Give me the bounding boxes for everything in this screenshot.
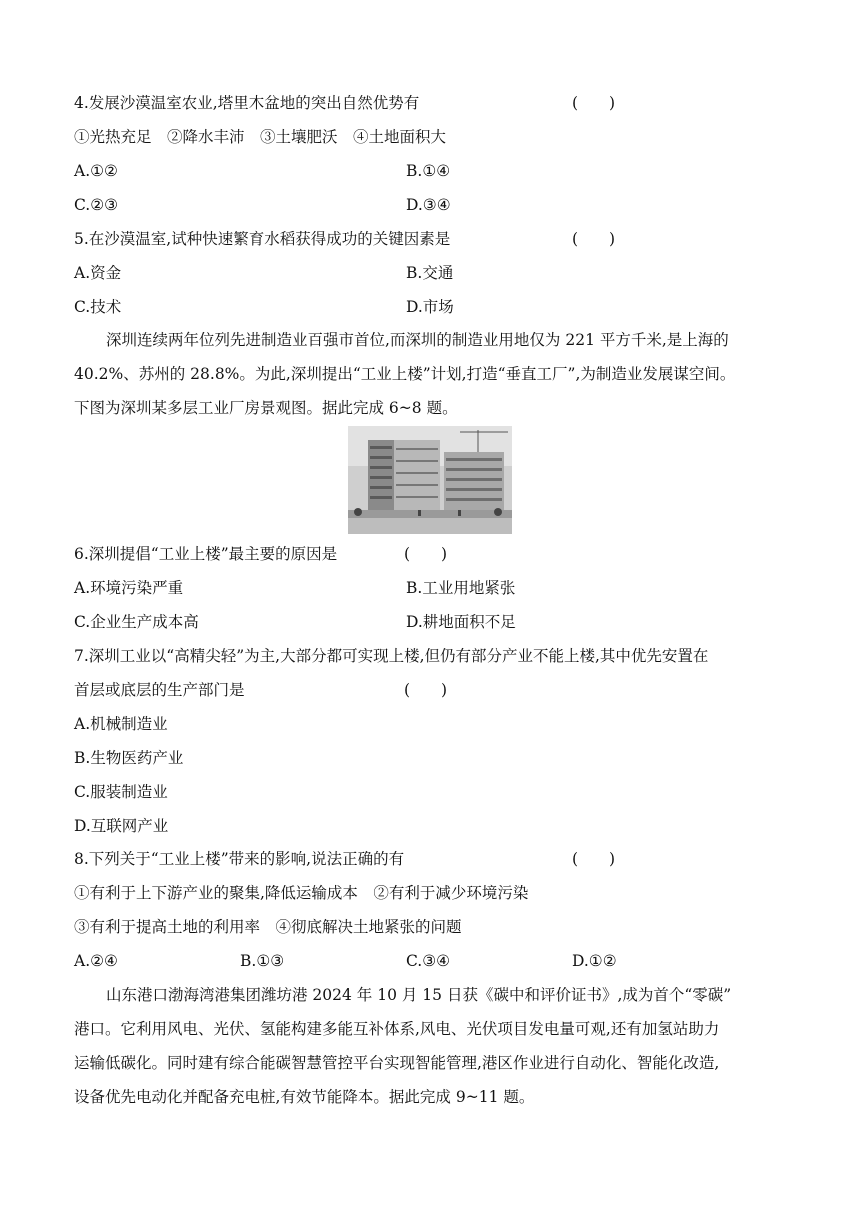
q4-answer-bracket: ( ) — [572, 94, 616, 112]
q8-option-a: A.②④ — [74, 952, 118, 970]
q4-option-c: C.②③ — [74, 196, 119, 214]
q8-choices-line1: ①有利于上下游产业的聚集,降低运输成本 ②有利于减少环境污染 — [74, 884, 529, 902]
passage2-line2: 港口。它利用风电、光伏、氢能构建多能互补体系,风电、光伏项目发电量可观,还有加氢站助力 — [74, 1020, 720, 1038]
passage1-line3: 下图为深圳某多层工业厂房景观图。据此完成 6~8 题。 — [74, 399, 458, 417]
q6-answer-bracket: ( ) — [404, 545, 448, 563]
passage2-line1: 山东港口渤海湾港集团潍坊港 2024 年 10 月 15 日获《碳中和评价证书》,成为首个“零碳” — [106, 986, 732, 1004]
q4-option-b: B.①④ — [406, 162, 451, 180]
q6-option-a: A.环境污染严重 — [74, 579, 184, 597]
q4-option-d: D.③④ — [406, 196, 451, 214]
passage2-line3: 运输低碳化。同时建有综合能碳智慧管控平台实现智能管理,港区作业进行自动化、智能化改造, — [74, 1054, 720, 1072]
q5-option-a: A.资金 — [74, 264, 122, 282]
q6-option-c: C.企业生产成本高 — [74, 613, 199, 631]
q7-option-a: A.机械制造业 — [74, 715, 168, 733]
q8-answer-bracket: ( ) — [572, 850, 616, 868]
passage2-line4: 设备优先电动化并配备充电桩,有效节能降本。据此完成 9~11 题。 — [74, 1088, 535, 1106]
passage1-line1: 深圳连续两年位列先进制造业百强市首位,而深圳的制造业用地仅为 221 平方千米,是上海的 — [106, 331, 729, 349]
q8-stem: 8.下列关于“工业上楼”带来的影响,说法正确的有 — [74, 850, 405, 868]
q8-option-c: C.③④ — [406, 952, 451, 970]
q4-option-a: A.①② — [74, 162, 118, 180]
factory-building-icon — [348, 426, 512, 534]
q5-stem: 5.在沙漠温室,试种快速繁育水稻获得成功的关键因素是 — [74, 230, 451, 248]
q4-stem: 4.发展沙漠温室农业,塔里木盆地的突出自然优势有 — [74, 94, 420, 112]
q5-option-c: C.技术 — [74, 298, 122, 316]
q5-option-b: B.交通 — [406, 264, 454, 282]
q8-option-d: D.①② — [572, 952, 617, 970]
q8-choices-line2: ③有利于提高土地的利用率 ④彻底解决土地紧张的问题 — [74, 918, 462, 936]
q8-option-b: B.①③ — [240, 952, 285, 970]
q7-option-b: B.生物医药产业 — [74, 749, 184, 767]
q7-option-d: D.互联网产业 — [74, 817, 169, 835]
q6-option-d: D.耕地面积不足 — [406, 613, 516, 631]
q7-answer-bracket: ( ) — [404, 681, 448, 699]
q7-stem-line1: 7.深圳工业以“高精尖轻”为主,大部分都可实现上楼,但仍有部分产业不能上楼,其中优先安置在 — [74, 647, 709, 665]
q7-option-c: C.服装制造业 — [74, 783, 168, 801]
q4-choices: ①光热充足 ②降水丰沛 ③土壤肥沃 ④土地面积大 — [74, 128, 447, 146]
q6-option-b: B.工业用地紧张 — [406, 579, 516, 597]
q5-answer-bracket: ( ) — [572, 230, 616, 248]
factory-building-photo — [348, 426, 512, 534]
q7-stem-line2: 首层或底层的生产部门是 — [74, 681, 245, 699]
q6-stem: 6.深圳提倡“工业上楼”最主要的原因是 — [74, 545, 338, 563]
q5-option-d: D.市场 — [406, 298, 454, 316]
passage1-line2: 40.2%、苏州的 28.8%。为此,深圳提出“工业上楼”计划,打造“垂直工厂”,为制造业发展谋空间。 — [74, 365, 736, 383]
